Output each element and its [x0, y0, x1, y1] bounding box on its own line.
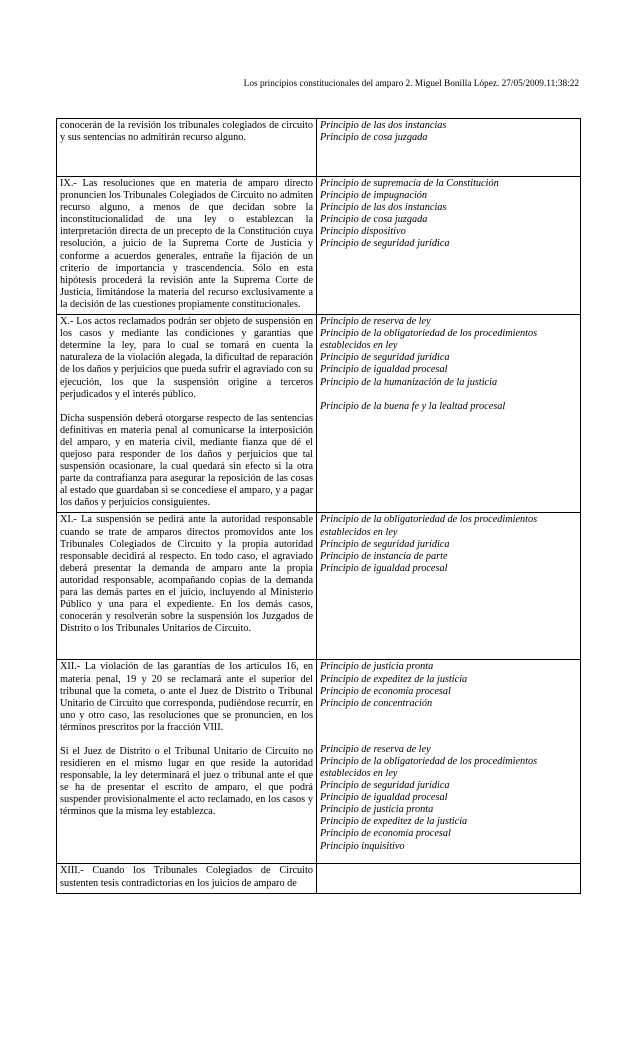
- principle-group: [320, 401, 577, 413]
- principle-group: [320, 316, 577, 389]
- principle-item: Principio de economía procesal: [320, 685, 451, 697]
- principle-item: Principio de impugnación: [320, 190, 428, 202]
- constitution-paragraph: XII.- La violación de las garantías de los artículos 16, en materia penal, 19 y 20 se reclamará ante el superior del tribunal que la cometa, o ante el Juez de Distrito o Tribunal Unitario de Circuito que corresponda, pudiéndose recurrir, en uno y otro caso, las resoluciones que se pronuncien, en los términos prescritos por la fracción VIII.: [60, 661, 313, 733]
- principle-item: Principio de seguridad jurídica: [320, 780, 450, 792]
- principle-item: Principio de cosa juzgada: [320, 132, 428, 144]
- principles-cell: [317, 513, 581, 660]
- principle-item: Principio de supremacía de la Constitución: [320, 178, 499, 189]
- principle-item: Principio de economía procesal: [320, 828, 451, 840]
- principle-group: [320, 744, 577, 853]
- constitution-paragraph: X.- Los actos reclamados podrán ser objeto de suspensión en los casos y mediante las condiciones y garantías que determine la ley, para lo cual se tomará en cuenta la naturaleza de la violación alegada, la dificultad de reparación de los daños y perjuicios que pueda sufrir el agraviado con su ejecución, los que la suspensión origine a terceros perjudicados y el interés público.: [60, 316, 313, 400]
- constitution-text-cell: [57, 864, 317, 893]
- table-row: [57, 177, 581, 315]
- principle-item: Principio de expeditez de la justicia: [320, 816, 468, 828]
- constitution-text-cell: [57, 660, 317, 864]
- principles-cell: [317, 864, 581, 893]
- principle-item: Principio de la buena fe y la lealtad procesal: [320, 400, 506, 412]
- principles-cell: [317, 119, 581, 177]
- principles-cell: [317, 177, 581, 315]
- principle-item: Principio de reserva de ley: [320, 316, 431, 328]
- principle-item: Principio de concentración: [320, 697, 433, 709]
- principle-item: Principio de cosa juzgada: [320, 214, 428, 226]
- principle-item: Principio de seguridad jurídica: [320, 238, 450, 250]
- constitution-paragraph: Si el Juez de Distrito o el Tribunal Unitario de Circuito no residieren en el mismo lugar en que reside la autoridad responsable, la ley determinará el juez o tribunal ante el que se ha de presentar el escrito de amparo, el que podrá suspender provisionalmente el acto reclamado, en los casos y términos que la misma ley establezca.: [60, 746, 313, 818]
- principle-group: [320, 514, 577, 574]
- principle-item: Principio inquisitivo: [320, 840, 405, 852]
- principle-item: Principio de seguridad jurídica: [320, 538, 450, 550]
- table-row: [57, 513, 581, 660]
- principle-item: Principio de igualdad procesal: [320, 562, 448, 574]
- table-row: [57, 315, 581, 513]
- principle-group: [320, 661, 577, 709]
- principle-item: Principio de reserva de ley: [320, 743, 431, 755]
- principle-item: Principio de seguridad jurídica: [320, 352, 450, 364]
- principle-item: Principio de instancia de parte: [320, 550, 448, 562]
- constitution-paragraph: IX.- Las resoluciones que en materia de amparo directo pronuncien los Tribunales Colegiados de Circuito no admiten recurso alguno, a menos de que decidan sobre la inconstitucionalidad de una ley o establezcan la interpretación directa de un precepto de la Constitución cuya resolución, a juicio de la Suprema Corte de Justicia y conforme a acuerdos generales, entrañe la fijación de un criterio de importancia y trascendencia. Sólo en esta hipótesis procederá la revisión ante la Suprema Corte de Justicia, limitándose la materia del recurso exclusivamente a la decisión de las cuestiones propiamente constitucionales.: [60, 178, 313, 310]
- constitution-text-cell: [57, 177, 317, 315]
- principle-item: Principio de la obligatoriedad de los procedimientos establecidos en ley: [320, 514, 538, 538]
- principle-item: Principio de igualdad procesal: [320, 792, 448, 804]
- table-row: [57, 660, 581, 864]
- principle-item: Principio de justicia pronta: [320, 661, 434, 673]
- principle-item: Principio de las dos instancias: [320, 120, 447, 131]
- principles-cell: [317, 660, 581, 864]
- principle-item: Principio de igualdad procesal: [320, 364, 448, 376]
- principle-item: Principio dispositivo: [320, 226, 406, 238]
- constitution-text-cell: [57, 315, 317, 513]
- principle-item: Principio de las dos instancias: [320, 202, 447, 214]
- principle-item: Principio de expeditez de la justicia: [320, 673, 468, 685]
- constitution-paragraph: Dicha suspensión deberá otorgarse respecto de las sentencias definitivas en materia penal al comunicarse la interposición del amparo, y en materia civil, mediante fianza que dé el quejoso para responder de los daños y perjuicios que tal suspensión ocasionare, la cual quedará sin efecto si la otra parte da contrafianza para asegurar la reposición de las cosas al estado que guardaban si se concediese el amparo, y a pagar los daños y perjuicios consiguientes.: [60, 412, 313, 509]
- constitution-paragraph: XIII.- Cuando los Tribunales Colegiados de Circuito sustenten tesis contradictorias en los juicios de amparo de: [60, 865, 313, 889]
- principle-item: Principio de justicia pronta: [320, 804, 434, 816]
- constitution-text-cell: [57, 119, 317, 177]
- constitution-paragraph: conocerán de la revisión los tribunales colegiados de circuito y sus sentencias no admitirán recurso alguno.: [60, 120, 313, 144]
- principle-item: Principio de la obligatoriedad de los procedimientos establecidos en ley: [320, 755, 538, 779]
- constitution-paragraph: XI.- La suspensión se pedirá ante la autoridad responsable cuando se trate de amparos directos promovidos ante los Tribunales Colegiados de Circuito y la propia autoridad responsable decidirá al respecto. En todo caso, el agraviado deberá presentar la demanda de amparo ante la propia autoridad responsable, acompañando copias de la demanda para las demás partes en el juicio, incluyendo al Ministerio Público y una para el expediente. En los demás casos, conocerán y resolverán sobre la suspensión los Juzgados de Distrito o los Tribunales Unitarios de Circuito.: [60, 514, 313, 635]
- table-row: [57, 119, 581, 177]
- constitution-text-cell: [57, 513, 317, 660]
- principle-group: [320, 120, 577, 144]
- principle-item: Principio de la obligatoriedad de los procedimientos establecidos en ley: [320, 328, 538, 352]
- principle-item: Principio de la humanización de la justicia: [320, 376, 498, 388]
- page-header: Los principios constitucionales del amparo 2. Miguel Bonilla López. 27/05/2009.11:38:22: [243, 79, 579, 89]
- principles-table: [56, 118, 581, 894]
- principle-group: [320, 178, 577, 251]
- principles-cell: [317, 315, 581, 513]
- table-row: [57, 864, 581, 893]
